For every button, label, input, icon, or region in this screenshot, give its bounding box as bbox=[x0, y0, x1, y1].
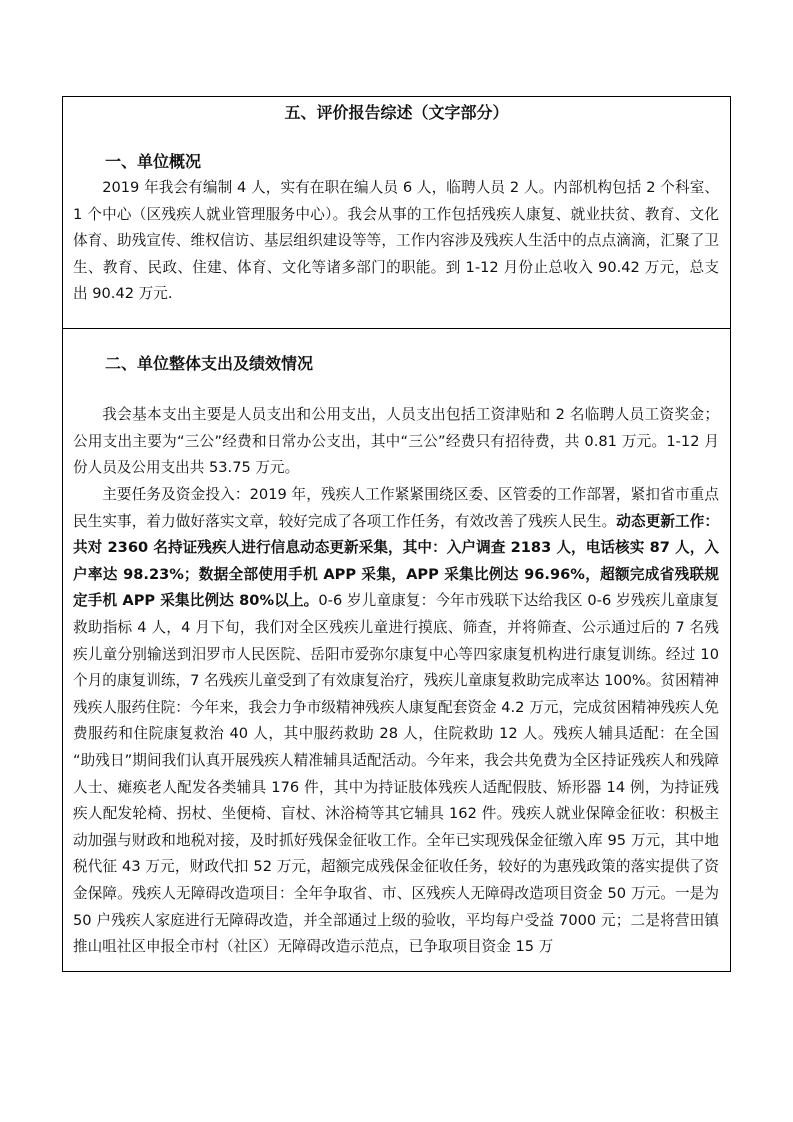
section-heading-unit-overview: 一、单位概况 bbox=[105, 152, 202, 171]
section-divider bbox=[63, 328, 730, 329]
main-tasks-intro-text: 主要任务及资金投入：2019 年，残疾人工作紧紧围绕区委、区管委的工作部署，紧扣省市重点民生实事，着力做好落实文章，较好完成了各项工作任务，有效改善了残疾人民生。 bbox=[73, 486, 719, 530]
section-heading-expenditure: 二、单位整体支出及绩效情况 bbox=[105, 354, 314, 373]
main-tasks-paragraph bbox=[73, 482, 719, 961]
report-frame bbox=[62, 96, 731, 972]
basic-expenditure-paragraph: 我会基本支出主要是人员支出和公用支出，人员支出包括工资津贴和 2 名临聘人员工资奖金；公用支出主要为“三公”经费和日常办公支出，其中“三公”经费只有招待费，共 0.81 万元。1-12 月份人员及公用支出共 53.75 万元。 bbox=[73, 406, 719, 477]
main-tasks-detail-text: 0-6 岁儿童康复：今年市残联下达给我区 0-6 岁残疾儿童康复救助指标 4 人，4 月下旬，我们对全区残疾儿童进行摸底、筛查，并将筛查、公示通过后的 7 名残疾儿童分别输送到汨罗市人民医院、岳阳市爱弥尔康复中心等四家康复机构进行康复训练。经过 10 个月的康复训练，7 名残疾儿童受到了有效康复治疗，残疾儿童康复救助完成率达 100%。贫困精神残疾人服药住院：今年来，我会力争市级精神残疾人康复配套资金 4.2 万元，完成贫困精神残疾人免费服药和住院康复救治 40 人，其中服药救助 28 人，住院救助 12 人。残疾人辅具适配：在全国 “助残日”期间我们认真开展残疾人精准辅具适配活动。今年来，我会共免费为全区持证残疾人和残障人士、瘫痪老人配发各类辅具 176 件，其中为持证肢体残疾人适配假肢、矫形器 14 例，为持证残疾人配发轮椅、拐杖、坐便椅、盲杖、沐浴椅等其它辅具 162 件。残疾人就业保障金征收：积极主动加强与财政和地税对接，及时抓好残保金征收工作。全年已实现残保金征缴入库 95 万元，其中地税代征 43 万元，财政代扣 52 万元，超额完成残保金征收任务，较好的为惠残政策的落实提供了资金保障。残疾人无障碍改造项目：全年争取省、市、区残疾人无障碍改造项目资金 50 万元。一是为 50 户残疾人家庭进行无障碍改造，并全部通过上级的验收，平均每户受益 7000 元；二是将营田镇推山咀社区申报全市村（社区）无障碍改造示范点，已争取项目资金 15 万 bbox=[73, 592, 719, 956]
dynamic-update-text: 动态更新工作：共对 2360 名持证残疾人进行信息动态更新采集，其中：入户调查 2183 人，电话核实 87 人，入户率达 98.23%；数据全部使用手机 APP 采集，APP 采集比例达 96.96%，超额完成省残联规定手机 APP 采集比例达 80%以上。 bbox=[73, 512, 719, 610]
unit-overview-paragraph: 2019 年我会有编制 4 人，实有在职在编人员 6 人，临聘人员 2 人。内部机构包括 2 个科室、1 个中心（区残疾人就业管理服务中心）。我会从事的工作包括残疾人康复、就业扶贫、教育、文化体育、助残宣传、维权信访、基层组织建设等等，工作内容涉及残疾人生活中的点点滴滴，汇聚了卫生、教育、民政、住建、体育、文化等诸多部门的职能。到 1-12 月份止总收入 90.42 万元，总支出 90.42 万元. bbox=[73, 179, 719, 303]
document-title: 五、评价报告综述（文字部分） bbox=[284, 103, 509, 122]
